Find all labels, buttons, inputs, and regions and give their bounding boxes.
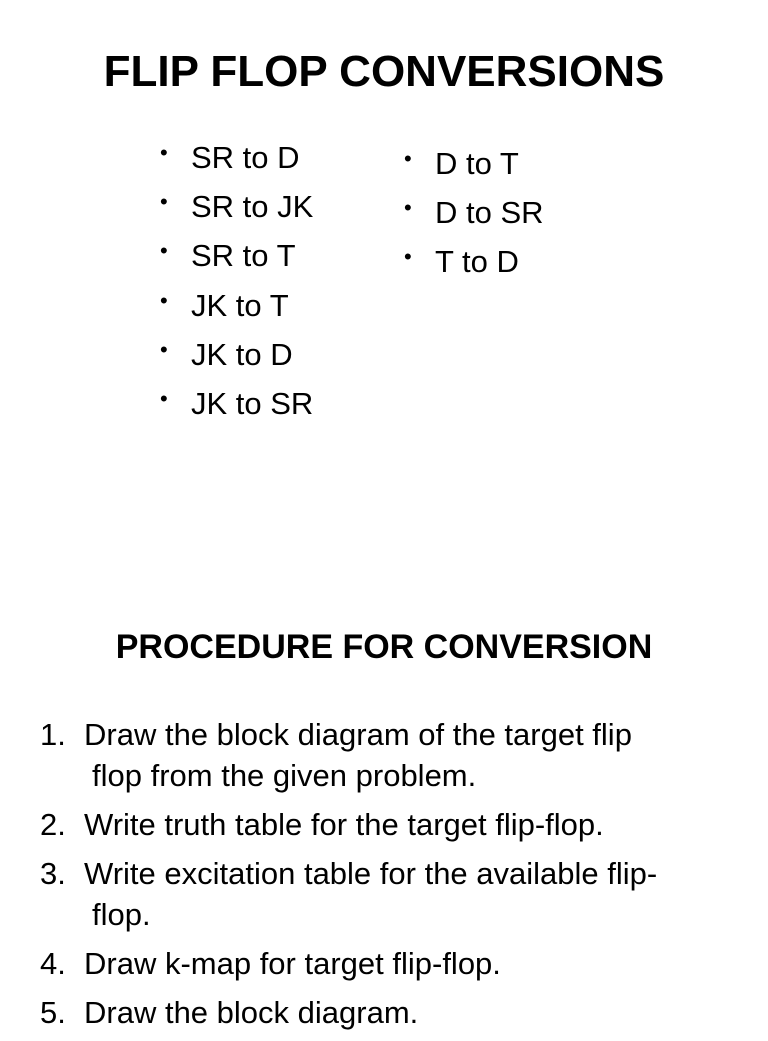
page-title: FLIP FLOP CONVERSIONS <box>103 47 665 96</box>
bullet-icon: • <box>404 195 412 221</box>
bullet-icon: • <box>404 244 412 270</box>
step-text: Draw the block diagram of the target flip <box>84 717 632 752</box>
bullet-icon: • <box>404 146 412 171</box>
list-item <box>401 242 544 291</box>
list-item <box>401 144 544 193</box>
step-text: Draw k-map for target flip-flop. <box>84 946 501 981</box>
procedure-steps <box>0 714 768 1041</box>
conversion-list-right <box>401 144 544 292</box>
list-item-label: JK to SR <box>191 385 314 421</box>
step-item <box>0 804 768 845</box>
step-item <box>0 853 768 935</box>
list-item <box>157 384 313 433</box>
list-item-label: SR to T <box>191 238 296 274</box>
bullet-icon: • <box>160 238 168 264</box>
step-text: Draw the block diagram. <box>84 995 419 1030</box>
bullet-icon: • <box>160 287 168 313</box>
step-text: Write truth table for the target flip-flop. <box>84 807 604 842</box>
list-item <box>157 138 313 187</box>
list-item <box>157 286 313 335</box>
list-item <box>401 193 544 242</box>
bullet-icon: • <box>160 140 168 165</box>
list-item <box>157 236 313 285</box>
list-item-label: SR to JK <box>191 189 314 225</box>
step-number: 2. <box>40 807 66 842</box>
step-number: 4. <box>40 946 66 981</box>
step-item <box>0 943 768 984</box>
step-text: Write excitation table for the available flip- <box>84 856 658 891</box>
step-number: 3. <box>40 856 66 891</box>
conversion-list-left <box>157 138 313 433</box>
step-number: 1. <box>40 717 66 752</box>
bullet-icon: • <box>160 385 168 411</box>
list-item <box>157 187 313 236</box>
list-item-label: D to T <box>435 146 519 181</box>
bullet-icon: • <box>160 189 168 215</box>
bullet-icon: • <box>160 336 168 362</box>
list-item-label: D to SR <box>435 195 544 231</box>
list-item-label: T to D <box>435 244 519 280</box>
list-item-label: JK to T <box>191 287 289 323</box>
step-item <box>0 714 768 796</box>
step-text-continued: flop from the given problem. <box>92 758 477 793</box>
list-item <box>157 335 313 384</box>
step-text-continued: flop. <box>92 897 151 932</box>
step-item <box>0 992 768 1033</box>
list-item-label: SR to D <box>191 140 300 175</box>
step-number: 5. <box>40 995 66 1030</box>
section-heading: PROCEDURE FOR CONVERSION <box>115 628 653 666</box>
list-item-label: JK to D <box>191 336 293 372</box>
